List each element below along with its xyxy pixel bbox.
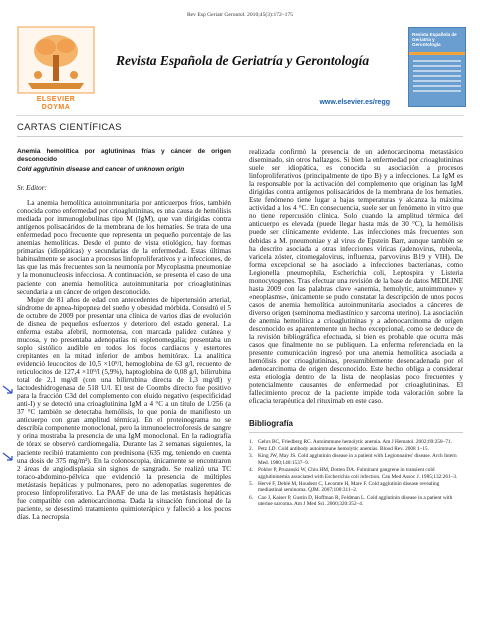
- section-title: CARTAS CIENTÍFICAS: [17, 122, 122, 133]
- body-paragraph: realizada confirmó la presencia de un adenocarcinoma metastásico diseminado, sin otros hallazgos. Si bien la enfermedad por crioaglutininas suele ser idiopática, es conocida su asociación a procesos linfoproliferativos (principalmente de tipo B) y a infecciones. La IgM es la responsable por la activación del complemento que originan las IgM dirigidas contra antígenos polisacáridos de la membrana de los hematíes. Este fenómeno tiene lugar a bajas temperaturas y alcanza la máxima actividad a los 4 °C. En consecuencia, suele ser un fenómeno in vitro que no tiene repercusión clínica. Solo cuando la amplitud térmica del anticuerpo es elevada (puede llegar hasta más de 30 °C), la hemólisis puede ser clínicamente evidente. Las infecciones más frecuentes son debidas a M. pneumoniae y al virus de Epstein Barr, aunque también se ha descrito asociada a otras infecciones víricas (adenovirus, rubeola, varicela zóster, citomegalovirus, influenza, parvovirus B19 y VIH). De forma excepcional se ha asociado a infecciones bacterianas, como Legionella pneumophila, Escherichia coli, Leptospira y Listeria monocytogenes. Tras efectuar una revisión de la base de datos MEDLINE hasta 2009 con las palabras clave «anemia, hemolytic, autoimmune» y «neoplasms», únicamente se pudo constatar la descripción de unos pocos casos de anemia hemolítica autoinmunitaria asociados a cánceres de diverso origen (seminoma mediastínico y sarcoma uterino). La asociación de anemia hemolítica a crioaglutininas y a adenocarcinoma de origen desconocido es aparentemente un hecho excepcional, como se deduce de la revisión bibliográfica efectuada, si bien es probable que ocurra más casos que finalmente no se publiquen. La enferma referenciada en la presente comunicación ingresó por una anemia hemolítica asociada a hemólisis por crioaglutininas, presumiblemente desencadenada por el adenocarcinoma de origen desconocido. Este hecho obliga a considerar esta etiología dentro de la lista de neoplasias poco frecuentes y potencialmente causantes de enfermedad por crioaglutininas. El fallecimiento precoz de la paciente impide toda valoración sobre la eficacia terapéutica del rituximab en este caso.: [249, 148, 463, 406]
- publisher-line-2: DOYMA: [41, 104, 71, 111]
- reference-item: 4. Pohlor P, Pruzanski W, Chiu HM, Dotten DA. Fulminant gangrene in transient cold agglutininemia associated with Escherichia coli infection. Can Med Assoc J. 1985;132:261–3.: [249, 467, 458, 480]
- arrow-annotation-icon: [2, 452, 14, 462]
- arrow-annotation-icon: [2, 385, 14, 395]
- reference-item: 3. King JW, May JS. Cold agglutinin disease in a patient with Legionnaires' disease. Arch Intern Med. 1980;140:1537–9.: [249, 453, 457, 466]
- right-column: [249, 148, 463, 509]
- elsevier-logo: [16, 25, 96, 113]
- salutation: Sr. Editor:: [17, 184, 47, 192]
- section-divider: [17, 136, 463, 137]
- reference-item: 1. Gehrs BC, Friedberg RC. Autoimmune hemolytic anemia. Am J Hematol. 2002;69:258–71.: [249, 438, 452, 445]
- body-paragraph: La anemia hemolítica autoinmunitaria por anticuerpos fríos, también conocida como enfermedad por crioaglutininas, es una causa de hemólisis mediada por inmunoglobulinas tipo M (IgM), que van dirigidas contra antígenos polisacáridos de la membrana de los hematíes. Se trata de una enfermedad poco frecuente que representa un pequeño porcentaje de las anemias hemolíticas. Desde el punto de vista etiológico, hay formas primarias (idiopáticas) y secundarias de la enfermedad. Estas últimas habitualmente se asocian a procesos linfoproliferativos y a infecciones, de las que las más frecuentes son la neumonía por Mycoplasma pneumoniae y la mononucleosis infecciosa. A continuación, se presenta el caso de una paciente con anemia hemolítica autoinmunitaria por crioaglutininas secundaria a un cáncer de origen desconocido.: [17, 199, 231, 296]
- journal-title: Revista Española de Geriatría y Gerontología: [116, 53, 370, 68]
- reference-list: [249, 439, 463, 508]
- reference-item: 2. Petz LD. Cold antibody autoimmune hemolytic anemias. Blood Rev. 2008 1–15.: [249, 445, 429, 452]
- elsevier-tree-icon: [16, 25, 96, 95]
- article-title: Anemia hemolítica por aglutininas frías y cáncer de origen desconocido: [17, 148, 231, 163]
- journal-citation: Rev Esp Geriatr Gerontol. 2010;45(3):172–175: [186, 12, 294, 18]
- reference-item: 5. Hervé F, Deblé M, Houdent C, Lecomte H, Mare F. Cold agglutinin disease revealing mediastinal seminoma. QJM. 2007;100:311–2.: [249, 480, 440, 494]
- bibliography-divider: [249, 432, 463, 433]
- cover-band: [409, 52, 465, 55]
- journal-header: [16, 25, 464, 116]
- body-paragraph: Mujer de 81 años de edad con antecedentes de hipertensión arterial, síndrome de apnea-hipopnea del sueño y obesidad mórbida. Consultó el 5 de octubre de 2009 por presentar una clínica de varios días de evolución de disnea de pequeños esfuerzos y deterioro del estado general. La enferma estaba afebril, normotensa, con marcada palidez cutánea y mucosa, y no presentaba adenopatías ni esplenomegalia; presentaba un soplo sistólico audible en todos los focos cardíacos y estertores crepitantes en la mitad inferior de ambos hemitórax. La analítica evidenció leucocitos de 10,5 ×10⁹/l, hemoglobina de 63 g/l, recuento de reticulocitos de 127,4 ×10⁹/l (5,9%), haptoglobina de 0,08 g/l, bilirrubina total de 2,1 mg/dl (con una bilirrubina directa de 1,3 mg/dl) y lactodeshidrogenasa de 518 U/l. El test de Coombs directo fue positivo para la fracción C3d del complemento con eluido negativo (especificidad anti-I) y se detectó una crioaglutinina IgM a 4 °C a un título de 1/256 (a 37 °C también se detectaba hemólisis, lo que ponía de manifiesto un anticuerpo con gran amplitud térmica). En el proteinograma no se describía componente monoclonal, pero la inmunoelectroforesis de sangre y orina mostraba la presencia de una IgM monoclonal. En la radiografía de tórax se observó cardiomegalia. Durante las 2 semanas siguientes, la paciente recibió tratamiento con prednisona (635 mg, teniendo en cuenta una dosis de 375 mg/m²). En la colonoscopia, únicamente se encontraron 2 áreas de angiodisplasia sin signos de sangrado. Se realizó una TC toraco-abdomino-pélvica que evidenció la presencia de múltiples metástasis hepáticas y pulmonares, pero no adenopatías sugerentes de proceso linfoproliferativo. La PAAF de una de las metástasis hepáticas fue compatible con adenocarcinoma. Dada la situación funcional de la paciente, se desestimó tratamiento quimioterápico y falleció a los pocos días. La necropsia: [17, 295, 231, 521]
- bibliography-heading: Bibliografía: [249, 418, 294, 428]
- journal-url-link[interactable]: www.elsevier.es/regg: [319, 99, 390, 106]
- left-column: [17, 148, 231, 521]
- reference-item: 6. Cao J, Kaiser P, Gustin D, Hoffman R, Feldman L. Cold agglutinin disease in a patient with uterine sarcoma. Am J Med Sci. 2000;320:352–4.: [249, 494, 453, 508]
- journal-cover-thumbnail: [408, 27, 466, 107]
- cover-title: Revista Española de Geriatría y Gerontología: [412, 32, 457, 48]
- publisher-line-1: ELSEVIER: [36, 96, 76, 103]
- article-title-english: Cold agglutinin disease and cancer of unknown origin: [17, 166, 185, 173]
- cover-lines: [413, 60, 461, 95]
- publisher-name: [16, 96, 96, 112]
